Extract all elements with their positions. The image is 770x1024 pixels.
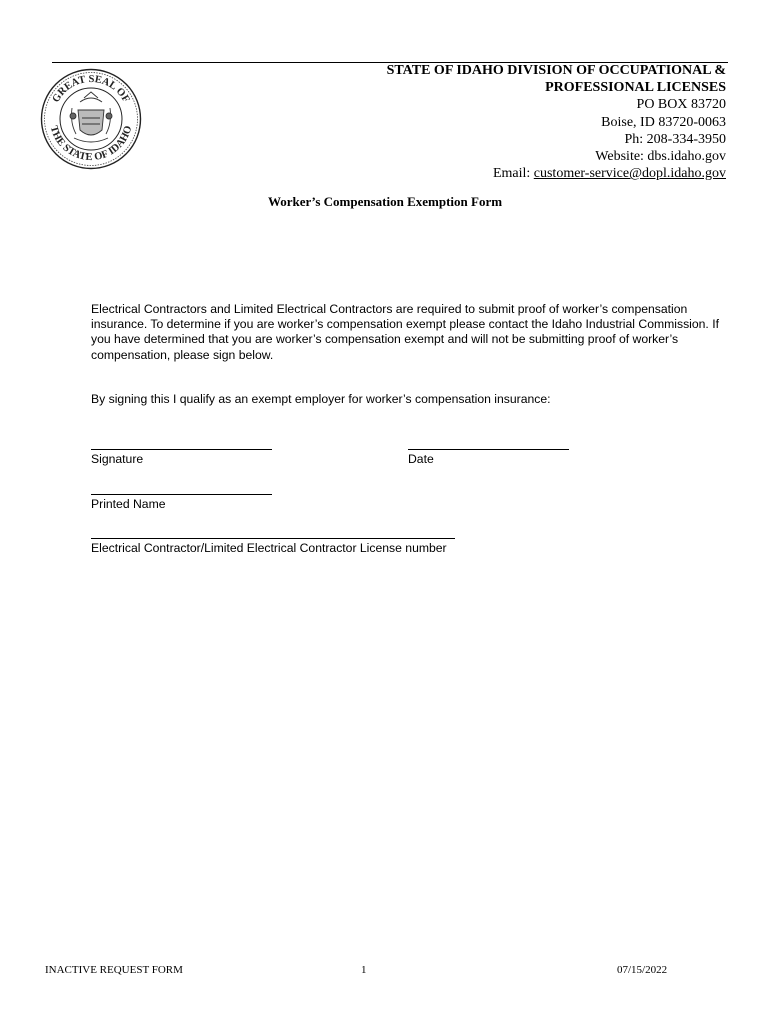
footer-date: 07/15/2022 bbox=[617, 964, 668, 976]
website: Website: dbs.idaho.gov bbox=[595, 149, 726, 165]
seal-top-text: GREAT SEAL OF bbox=[50, 73, 132, 105]
form-title: Worker’s Compensation Exemption Form bbox=[267, 194, 503, 209]
instructions-paragraph: Electrical Contractors and Limited Electrical Contractors are required to submit proof of worker’s compensation insurance. To determine if you are worker’s compensation exempt please contact the Idaho Industrial Commission. If you have determined that you are worker’s compensation exempt and will not be submitting proof of worker’s compensation, please sign below. bbox=[91, 302, 719, 362]
email-line bbox=[387, 165, 726, 182]
agency-name-line2: PROFESSIONAL LICENSES bbox=[545, 80, 726, 96]
phone-number: Ph: 208-334-3950 bbox=[624, 131, 726, 147]
agency-header bbox=[387, 62, 726, 182]
license-number-label: Electrical Contractor/Limited Electrical Contractor License number bbox=[91, 541, 447, 555]
city-address: Boise, ID 83720-0063 bbox=[601, 114, 726, 130]
exemption-statement: By signing this I qualify as an exempt employer for worker’s compensation insurance: bbox=[91, 392, 551, 406]
email-link[interactable]: customer-service@dopl.idaho.gov bbox=[533, 166, 726, 182]
footer-page-number: 1 bbox=[361, 964, 367, 976]
seal-bottom-text: THE STATE OF IDAHO bbox=[47, 124, 135, 164]
signature-label: Signature bbox=[91, 452, 144, 466]
footer-form-name: INACTIVE REQUEST FORM bbox=[45, 964, 183, 976]
agency-name-line1: STATE OF IDAHO DIVISION OF OCCUPATIONAL & bbox=[386, 63, 726, 78]
state-seal-icon bbox=[40, 68, 142, 170]
date-line[interactable] bbox=[408, 449, 569, 450]
printed-name-line[interactable] bbox=[91, 494, 272, 495]
po-box: PO BOX 83720 bbox=[636, 97, 726, 113]
license-number-line[interactable] bbox=[91, 538, 455, 539]
signature-line[interactable] bbox=[91, 449, 272, 450]
printed-name-label: Printed Name bbox=[91, 497, 166, 511]
email-label: Email: bbox=[492, 166, 534, 182]
date-label: Date bbox=[408, 452, 434, 466]
